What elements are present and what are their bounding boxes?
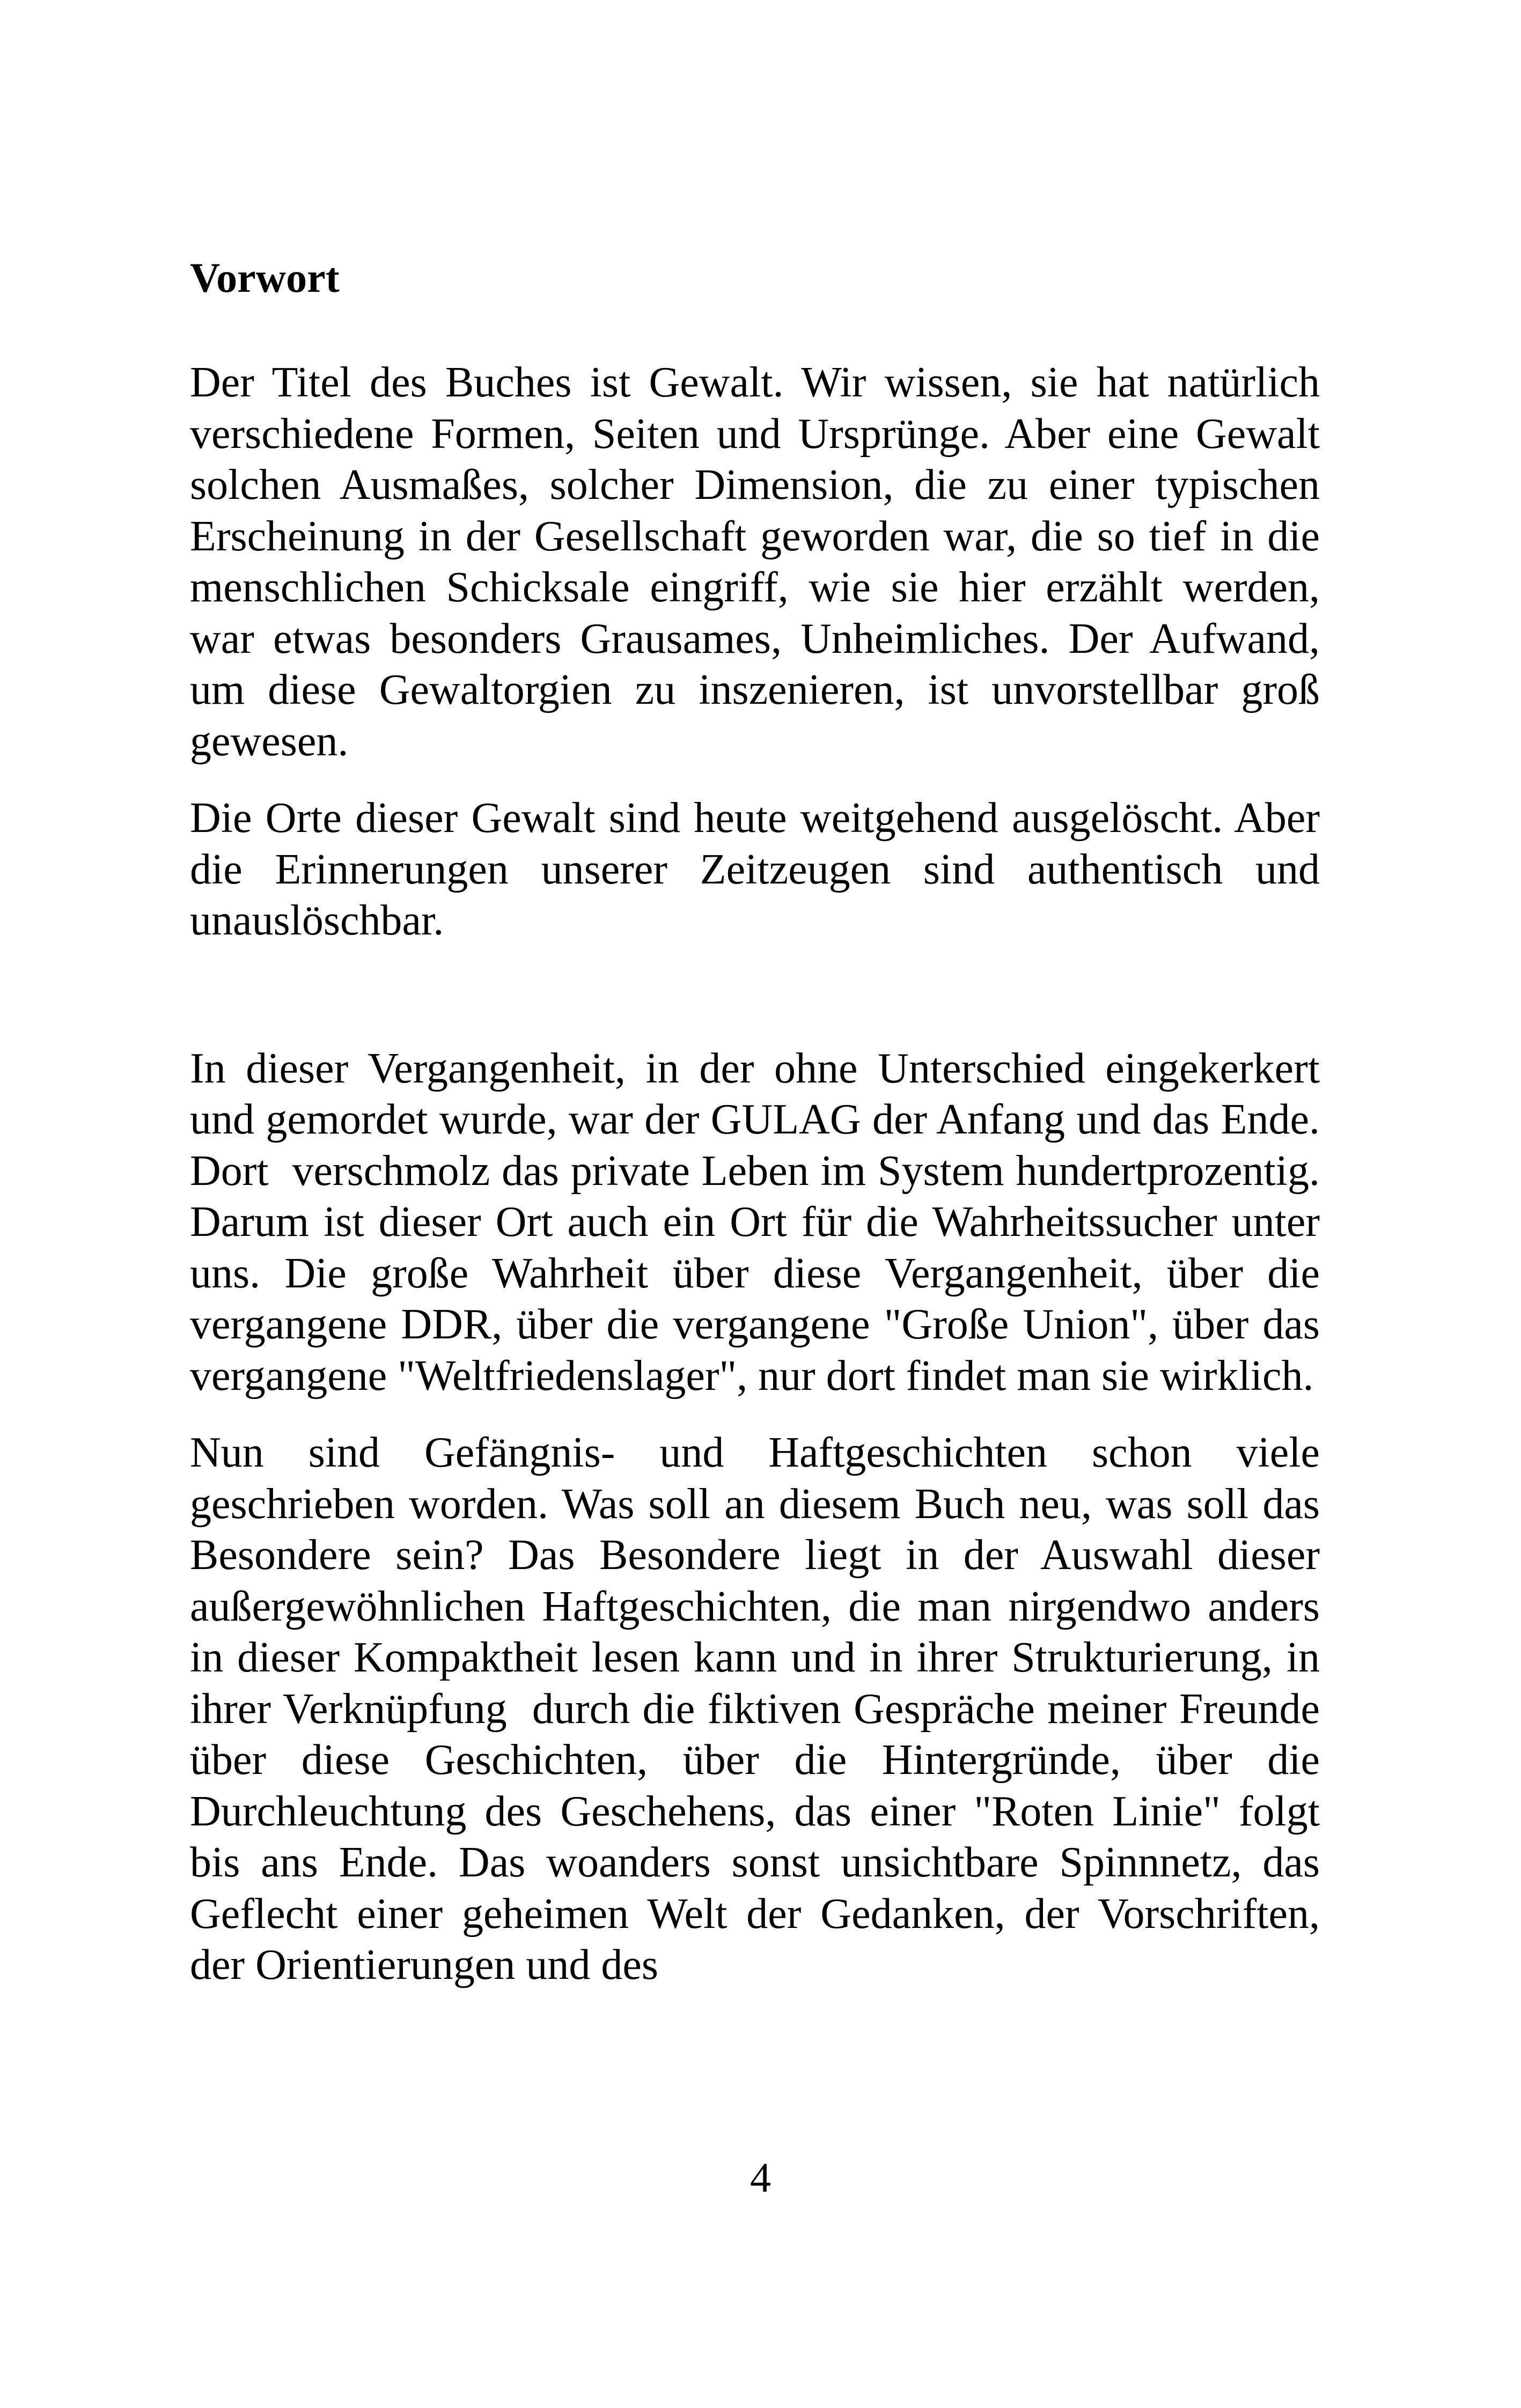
paragraph-1: Der Titel des Buches ist Gewalt. Wir wissen, sie hat natürlich verschiedene Formen, Seiten und Ursprünge. Aber eine Gewalt solchen Ausmaßes, solcher Dimension, die zu einer typischen Erscheinung in der Gesellschaft geworden war, die so tief in die menschlichen Schicksale eingriff, wie sie hier erzählt werden, war etwas besonders Grausames, Unheimliches. Der Aufwand, um diese Gewaltorgien zu inszenieren, ist unvorstellbar groß gewesen. (190, 359, 1331, 765)
page-content (190, 252, 1341, 2017)
page-number: 4 (750, 2154, 771, 2201)
paragraph-3: In dieser Vergangenheit, in der ohne Unterschied eingekerkert und gemordet wurde, war der GULAG der Anfang und das Ende. Dort verschmolz das private Leben im System hundertprozentig. Darum ist dieser Ort auch ein Ort für die Wahrheitssucher unter uns. Die große Wahrheit über diese Vergangenheit, über die vergangene DDR, über die vergangene "Große Union", über das vergangene "Weltfriedenslager", nur dort findet man sie wirklich. (190, 1044, 1341, 1400)
paragraph-4: Nun sind Gefängnis- und Haftgeschichten schon viele geschrieben worden. Was soll an diesem Buch neu, was soll das Besondere sein? Das Besondere liegt in der Auswahl dieser außergewöhnlichen Haftgeschichten, die man nirgendwo anders in dieser Kompaktheit lesen kann und in ihrer Strukturierung, in ihrer Verknüpfung durch die fiktiven Gespräche meiner Freunde über diese Geschichten, über die Hintergründe, über die Durchleuchtung des Geschehens, das einer "Roten Linie" folgt bis ans Ende. Das woanders sonst unsichtbare Spinnnetz, das Geflecht einer geheimen Welt der Gedanken, der Vorschriften, der Orientierungen und des (190, 1429, 1341, 1989)
chapter-heading: Vorwort (190, 254, 340, 301)
paragraph-2: Die Orte dieser Gewalt sind heute weitgehend ausgelöscht. Aber die Erinnerungen unserer Zeitzeugen sind authentisch und unauslöschbar. (190, 794, 1331, 944)
